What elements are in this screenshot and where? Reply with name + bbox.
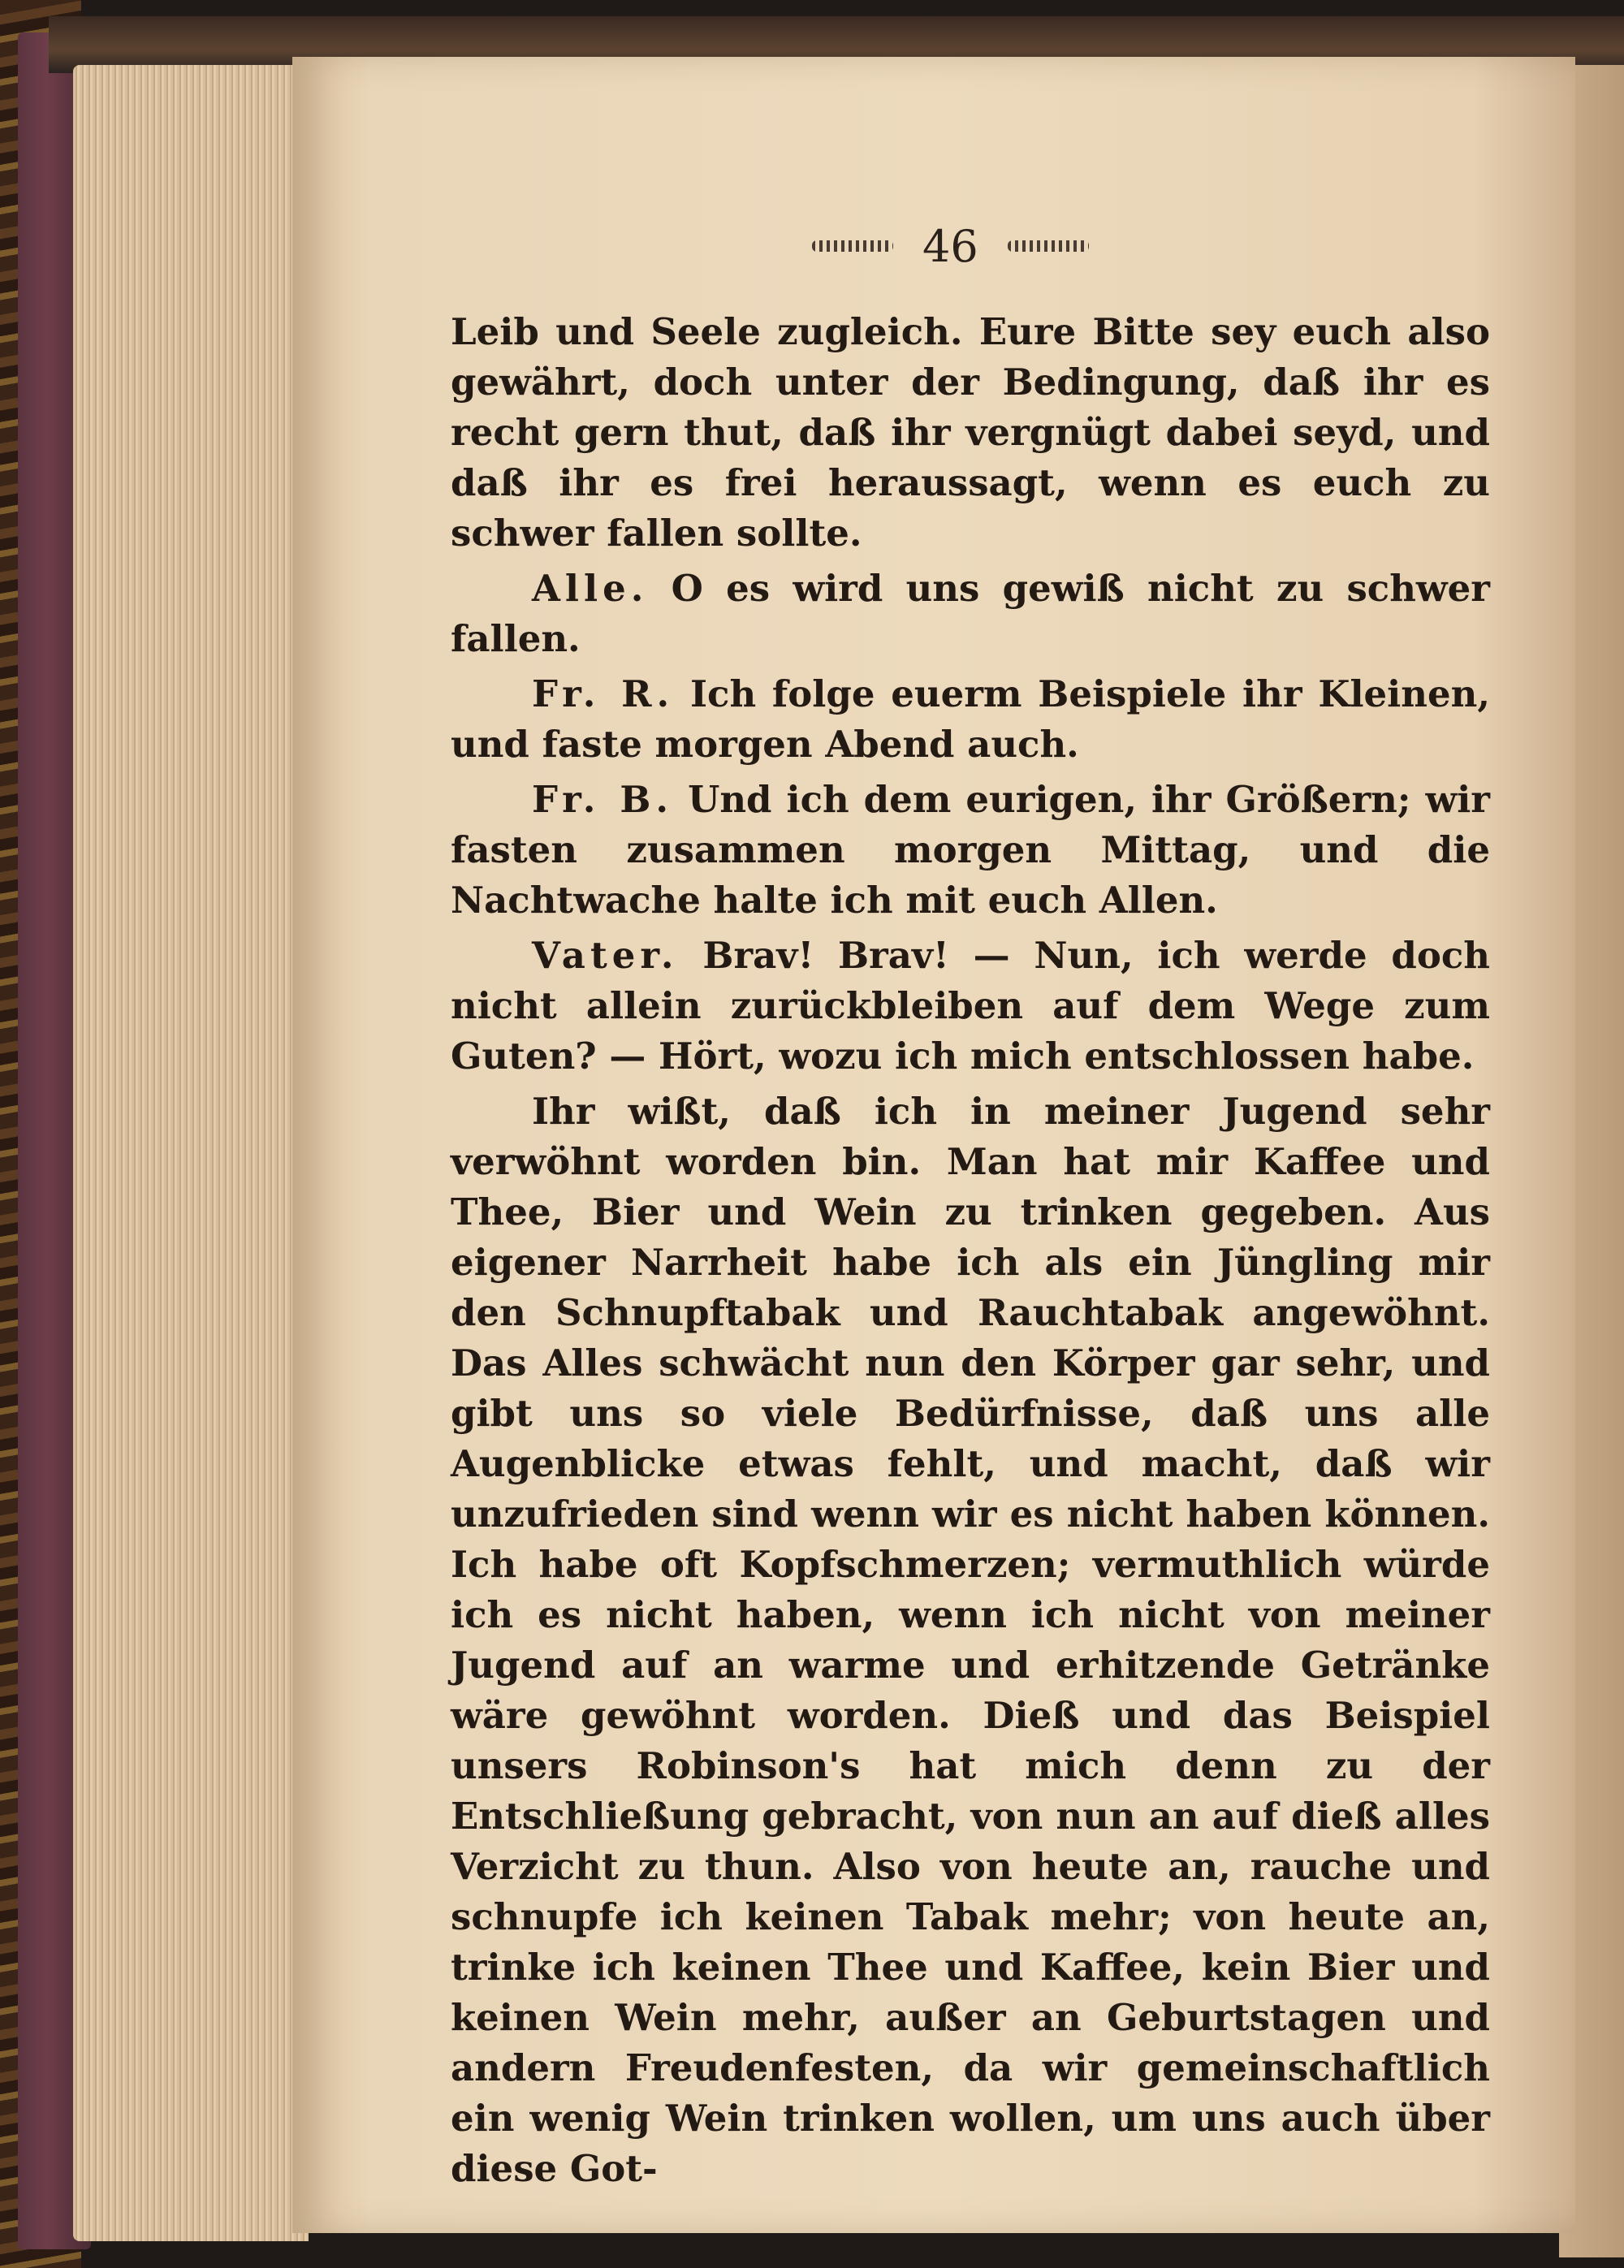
paragraph-text: Und ich dem eurigen, ihr Größern; wir fasten zusammen morgen Mittag, und die Nachtwache halte ich mit euch Allen.: [451, 778, 1490, 922]
wave-ornament-right-icon: [1008, 240, 1089, 252]
page-body: [451, 307, 1490, 2194]
page-header: [812, 218, 1089, 274]
paragraph-2: [451, 564, 1490, 664]
paragraph-text: Ich folge euerm Beispiele ihr Kleinen, und faste morgen Abend auch.: [451, 672, 1490, 766]
paragraph-5: [451, 931, 1490, 1082]
page-stack-edges: [73, 65, 309, 2241]
paragraph-3: [451, 669, 1490, 770]
speaker-label: Alle.: [532, 567, 649, 610]
paragraph-4: [451, 775, 1490, 926]
paragraph-text: O es wird uns gewiß nicht zu schwer fallen.: [451, 567, 1490, 660]
wave-ornament-left-icon: [812, 240, 893, 252]
paragraph-text: Ihr wißt, daß ich in meiner Jugend sehr verwöhnt worden bin. Man hat mir Kaffee und Thee, Bier und Wein zu trinken gegeben. Aus eigener Narrheit habe ich als ein Jüngling mir den Schnupftabak und Rauchtabak angewöhnt. Das Alles schwächt nun den Körper gar sehr, und gibt uns so viele Bedürfnisse, daß uns alle Augenblicke etwas fehlt, und macht, daß wir unzufrieden sind wenn wir es nicht haben können. Ich habe oft Kopfschmerzen; vermuthlich würde ich es nicht haben, wenn ich nicht von meiner Jugend auf an warme und erhitzende Getränke wäre gewöhnt worden. Dieß und das Beispiel unsers Robinson's hat mich denn zu der Entschließung gebracht, von nun an auf dieß alles Verzicht zu thun. Also von heute an, rauche und schnupfe ich keinen Tabak mehr; von heute an, trinke ich keinen Thee und Kaffee, kein Bier und keinen Wein mehr, außer an Geburtstagen und andern Freudenfesten, da wir gemeinschaftlich ein wenig Wein trinken wollen, um uns auch über diese Got-: [451, 1090, 1490, 2190]
speaker-label: Vater.: [532, 934, 679, 977]
speaker-label: Fr. R.: [532, 672, 675, 715]
paragraph-text: Leib und Seele zugleich. Eure Bitte sey euch also gewährt, doch unter der Bedingung, daß ihr es recht gern thut, daß ihr vergnügt dabei seyd, und daß ihr es frei heraussagt, wenn es euch zu schwer fallen sollte.: [451, 310, 1490, 555]
paragraph-1: [451, 307, 1490, 559]
page-number: 46: [922, 220, 978, 272]
speaker-label: Fr. B.: [532, 778, 674, 821]
paragraph-text: Brav! Brav! — Nun, ich werde doch nicht allein zurückbleiben auf dem Wege zum Guten? — Hört, wozu ich mich entschlossen habe.: [451, 934, 1490, 1078]
paragraph-6: [451, 1086, 1490, 2194]
